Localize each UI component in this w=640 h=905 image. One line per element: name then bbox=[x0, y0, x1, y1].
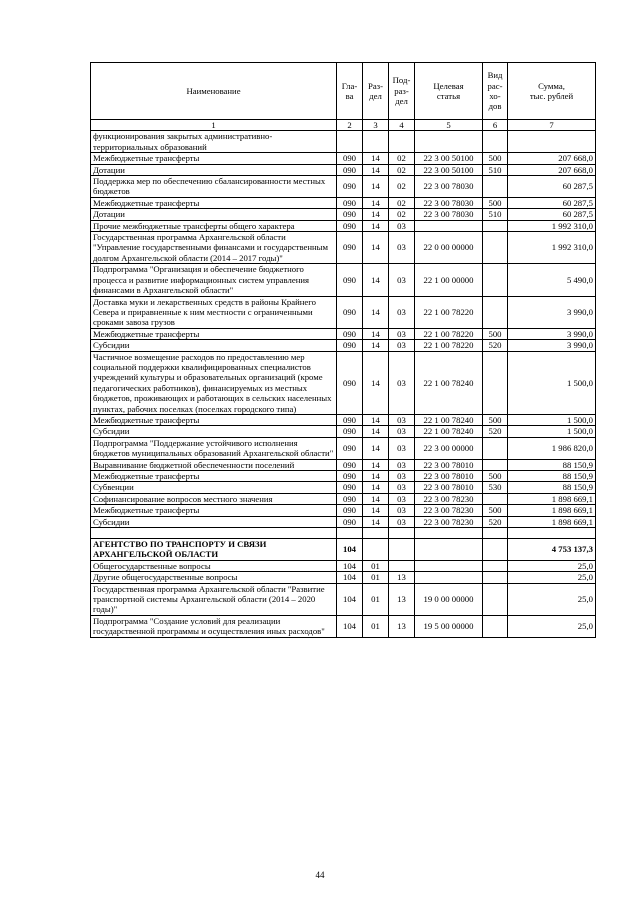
cell-name: Межбюджетные трансферты bbox=[91, 328, 337, 339]
cell-subsection: 13 bbox=[389, 572, 415, 583]
column-number: 1 bbox=[91, 120, 337, 131]
cell-subsection: 03 bbox=[389, 505, 415, 516]
cell-subsection: 03 bbox=[389, 516, 415, 527]
cell-chapter: 090 bbox=[337, 209, 363, 220]
cell-expense-type bbox=[483, 351, 508, 414]
cell-subsection bbox=[389, 528, 415, 539]
cell-subsection: 03 bbox=[389, 414, 415, 425]
cell-subsection: 02 bbox=[389, 176, 415, 198]
cell-subsection: 03 bbox=[389, 232, 415, 264]
cell-amount: 25,0 bbox=[508, 615, 596, 637]
cell-subsection bbox=[389, 560, 415, 571]
cell-chapter: 090 bbox=[337, 459, 363, 470]
cell-expense-type: 520 bbox=[483, 516, 508, 527]
column-number: 5 bbox=[415, 120, 483, 131]
cell-section bbox=[363, 539, 389, 561]
cell-target: 19 5 00 00000 bbox=[415, 615, 483, 637]
table-row bbox=[91, 482, 596, 493]
cell-name: Субсидии bbox=[91, 426, 337, 437]
cell-expense-type bbox=[483, 583, 508, 615]
cell-expense-type: 500 bbox=[483, 414, 508, 425]
cell-subsection: 03 bbox=[389, 426, 415, 437]
cell-chapter: 090 bbox=[337, 516, 363, 527]
cell-name bbox=[91, 528, 337, 539]
budget-table bbox=[90, 62, 596, 638]
cell-section: 14 bbox=[363, 482, 389, 493]
cell-section: 14 bbox=[363, 414, 389, 425]
cell-name: Поддержка мер по обеспечению сбалансированности местных бюджетов bbox=[91, 176, 337, 198]
cell-section: 14 bbox=[363, 197, 389, 208]
cell-name: Прочие межбюджетные трансферты общего характера bbox=[91, 220, 337, 231]
cell-amount: 88 150,9 bbox=[508, 459, 596, 470]
cell-target: 22 3 00 78030 bbox=[415, 197, 483, 208]
cell-amount: 207 668,0 bbox=[508, 153, 596, 164]
cell-section: 01 bbox=[363, 615, 389, 637]
cell-amount bbox=[508, 528, 596, 539]
cell-subsection: 03 bbox=[389, 471, 415, 482]
cell-name: Государственная программа Архангельской области "Управление государственными финансами и государственным долгом Архангельской области (2014 – 2017 годы)" bbox=[91, 232, 337, 264]
cell-name: функционирования закрытых административно-территориальных образований bbox=[91, 131, 337, 153]
table-row bbox=[91, 471, 596, 482]
cell-expense-type bbox=[483, 131, 508, 153]
cell-chapter: 090 bbox=[337, 197, 363, 208]
cell-expense-type bbox=[483, 572, 508, 583]
cell-amount: 60 287,5 bbox=[508, 197, 596, 208]
cell-chapter: 090 bbox=[337, 426, 363, 437]
cell-section: 14 bbox=[363, 351, 389, 414]
cell-amount: 1 898 669,1 bbox=[508, 505, 596, 516]
cell-expense-type bbox=[483, 232, 508, 264]
table-row bbox=[91, 426, 596, 437]
cell-target: 19 0 00 00000 bbox=[415, 583, 483, 615]
cell-subsection: 03 bbox=[389, 437, 415, 459]
table-row bbox=[91, 220, 596, 231]
page-number: 44 bbox=[315, 870, 325, 880]
cell-section: 14 bbox=[363, 426, 389, 437]
cell-name: Межбюджетные трансферты bbox=[91, 153, 337, 164]
header-amount: Сумма, тыс. рублей bbox=[508, 63, 596, 120]
table-row bbox=[91, 209, 596, 220]
cell-target: 22 1 00 78240 bbox=[415, 351, 483, 414]
cell-chapter: 090 bbox=[337, 328, 363, 339]
cell-target bbox=[415, 131, 483, 153]
table-row bbox=[91, 176, 596, 198]
cell-section: 14 bbox=[363, 505, 389, 516]
cell-chapter: 090 bbox=[337, 176, 363, 198]
table-row bbox=[91, 528, 596, 539]
cell-name: Другие общегосударственные вопросы bbox=[91, 572, 337, 583]
column-number: 4 bbox=[389, 120, 415, 131]
cell-section bbox=[363, 528, 389, 539]
cell-amount: 4 753 137,3 bbox=[508, 539, 596, 561]
cell-section: 14 bbox=[363, 264, 389, 296]
cell-amount: 60 287,5 bbox=[508, 176, 596, 198]
cell-name: Подпрограмма "Организация и обеспечение бюджетного процесса и развитие информационных систем управления финансами в Архангельской области" bbox=[91, 264, 337, 296]
table-row bbox=[91, 516, 596, 527]
cell-amount: 25,0 bbox=[508, 572, 596, 583]
cell-expense-type: 500 bbox=[483, 197, 508, 208]
cell-section: 14 bbox=[363, 340, 389, 351]
cell-target: 22 3 00 78230 bbox=[415, 493, 483, 504]
table-row bbox=[91, 560, 596, 571]
cell-section: 14 bbox=[363, 296, 389, 328]
table-row bbox=[91, 505, 596, 516]
cell-chapter: 090 bbox=[337, 153, 363, 164]
cell-section: 14 bbox=[363, 437, 389, 459]
cell-name: Межбюджетные трансферты bbox=[91, 197, 337, 208]
cell-amount: 3 990,0 bbox=[508, 340, 596, 351]
cell-amount: 1 986 820,0 bbox=[508, 437, 596, 459]
cell-name: Межбюджетные трансферты bbox=[91, 505, 337, 516]
table-row bbox=[91, 197, 596, 208]
column-number: 3 bbox=[363, 120, 389, 131]
cell-target: 22 3 00 50100 bbox=[415, 153, 483, 164]
cell-expense-type: 510 bbox=[483, 209, 508, 220]
cell-name: Общегосударственные вопросы bbox=[91, 560, 337, 571]
header-name: Наименование bbox=[91, 63, 337, 120]
cell-section: 14 bbox=[363, 153, 389, 164]
cell-chapter: 104 bbox=[337, 583, 363, 615]
table-row bbox=[91, 615, 596, 637]
cell-amount: 25,0 bbox=[508, 560, 596, 571]
cell-target: 22 1 00 00000 bbox=[415, 264, 483, 296]
table-header-row bbox=[91, 63, 596, 120]
table-row bbox=[91, 153, 596, 164]
table-row bbox=[91, 351, 596, 414]
table-body bbox=[91, 131, 596, 637]
cell-chapter: 090 bbox=[337, 264, 363, 296]
header-subsection: Под- раз- дел bbox=[389, 63, 415, 120]
cell-name: Частичное возмещение расходов по предоставлению мер социальной поддержки квалифицированных специалистов учреждений культуры и образовательных организаций (кроме педагогических работников), финансируемых из местных бюджетов, проживающих и работающих в сельских населенных пунктах, рабочих поселках (поселках городского типа) bbox=[91, 351, 337, 414]
cell-expense-type: 520 bbox=[483, 426, 508, 437]
cell-chapter: 090 bbox=[337, 340, 363, 351]
cell-chapter: 090 bbox=[337, 351, 363, 414]
table-row bbox=[91, 328, 596, 339]
cell-target: 22 3 00 78010 bbox=[415, 471, 483, 482]
cell-chapter: 090 bbox=[337, 505, 363, 516]
cell-target: 22 3 00 78010 bbox=[415, 459, 483, 470]
cell-amount: 60 287,5 bbox=[508, 209, 596, 220]
cell-chapter: 090 bbox=[337, 232, 363, 264]
table-row bbox=[91, 437, 596, 459]
cell-expense-type bbox=[483, 493, 508, 504]
cell-subsection bbox=[389, 131, 415, 153]
cell-chapter: 090 bbox=[337, 296, 363, 328]
cell-subsection: 03 bbox=[389, 340, 415, 351]
cell-expense-type: 530 bbox=[483, 482, 508, 493]
table-row bbox=[91, 572, 596, 583]
cell-chapter: 090 bbox=[337, 437, 363, 459]
cell-expense-type: 500 bbox=[483, 505, 508, 516]
cell-amount: 1 992 310,0 bbox=[508, 220, 596, 231]
cell-expense-type: 500 bbox=[483, 153, 508, 164]
table-row bbox=[91, 340, 596, 351]
cell-section: 14 bbox=[363, 493, 389, 504]
cell-chapter: 090 bbox=[337, 220, 363, 231]
cell-section: 01 bbox=[363, 560, 389, 571]
cell-name: Субвенции bbox=[91, 482, 337, 493]
cell-chapter: 104 bbox=[337, 615, 363, 637]
cell-target: 22 1 00 78220 bbox=[415, 328, 483, 339]
cell-subsection: 02 bbox=[389, 197, 415, 208]
cell-chapter: 090 bbox=[337, 482, 363, 493]
cell-name: Дотации bbox=[91, 209, 337, 220]
cell-expense-type: 500 bbox=[483, 328, 508, 339]
cell-amount: 3 990,0 bbox=[508, 328, 596, 339]
cell-chapter: 104 bbox=[337, 539, 363, 561]
cell-amount: 1 992 310,0 bbox=[508, 232, 596, 264]
cell-target: 22 3 00 78010 bbox=[415, 482, 483, 493]
cell-section bbox=[363, 131, 389, 153]
table-row bbox=[91, 164, 596, 175]
cell-amount: 1 500,0 bbox=[508, 414, 596, 425]
cell-subsection: 02 bbox=[389, 164, 415, 175]
cell-section: 14 bbox=[363, 328, 389, 339]
cell-name: Субсидии bbox=[91, 340, 337, 351]
cell-target bbox=[415, 539, 483, 561]
header-section: Раз- дел bbox=[363, 63, 389, 120]
cell-section: 14 bbox=[363, 164, 389, 175]
cell-amount: 207 668,0 bbox=[508, 164, 596, 175]
cell-chapter: 090 bbox=[337, 493, 363, 504]
cell-name: АГЕНТСТВО ПО ТРАНСПОРТУ И СВЯЗИ АРХАНГЕЛЬСКОЙ ОБЛАСТИ bbox=[91, 539, 337, 561]
cell-subsection: 03 bbox=[389, 328, 415, 339]
table-row bbox=[91, 583, 596, 615]
cell-chapter bbox=[337, 131, 363, 153]
table-row bbox=[91, 232, 596, 264]
cell-target: 22 1 00 78220 bbox=[415, 296, 483, 328]
cell-amount: 1 500,0 bbox=[508, 351, 596, 414]
cell-expense-type bbox=[483, 615, 508, 637]
cell-amount: 3 990,0 bbox=[508, 296, 596, 328]
table-row bbox=[91, 414, 596, 425]
table-row bbox=[91, 459, 596, 470]
cell-target: 22 3 00 78030 bbox=[415, 176, 483, 198]
cell-amount: 88 150,9 bbox=[508, 482, 596, 493]
cell-subsection: 03 bbox=[389, 493, 415, 504]
cell-name: Межбюджетные трансферты bbox=[91, 414, 337, 425]
cell-name: Подпрограмма "Создание условий для реализации государственной программы и осуществления иных расходов" bbox=[91, 615, 337, 637]
cell-target: 22 3 00 00000 bbox=[415, 437, 483, 459]
cell-target: 22 3 00 78230 bbox=[415, 505, 483, 516]
cell-expense-type bbox=[483, 296, 508, 328]
cell-amount: 1 898 669,1 bbox=[508, 493, 596, 504]
cell-amount: 25,0 bbox=[508, 583, 596, 615]
cell-name: Дотации bbox=[91, 164, 337, 175]
cell-name: Межбюджетные трансферты bbox=[91, 471, 337, 482]
cell-target bbox=[415, 220, 483, 231]
cell-target bbox=[415, 572, 483, 583]
cell-target: 22 3 00 50100 bbox=[415, 164, 483, 175]
cell-name: Доставка муки и лекарственных средств в районы Крайнего Севера и приравненные к ним местности с ограниченными сроками завоза грузов bbox=[91, 296, 337, 328]
cell-name: Субсидии bbox=[91, 516, 337, 527]
table-row bbox=[91, 131, 596, 153]
cell-expense-type: 510 bbox=[483, 164, 508, 175]
cell-subsection: 03 bbox=[389, 351, 415, 414]
cell-subsection: 03 bbox=[389, 482, 415, 493]
cell-target: 22 3 00 78230 bbox=[415, 516, 483, 527]
cell-section: 14 bbox=[363, 220, 389, 231]
cell-expense-type bbox=[483, 264, 508, 296]
cell-subsection: 03 bbox=[389, 220, 415, 231]
cell-section: 01 bbox=[363, 572, 389, 583]
cell-section: 14 bbox=[363, 471, 389, 482]
cell-target: 22 1 00 78220 bbox=[415, 340, 483, 351]
column-number: 7 bbox=[508, 120, 596, 131]
cell-subsection: 13 bbox=[389, 583, 415, 615]
cell-amount: 1 898 669,1 bbox=[508, 516, 596, 527]
cell-expense-type bbox=[483, 176, 508, 198]
table-row bbox=[91, 296, 596, 328]
cell-target: 22 1 00 78240 bbox=[415, 414, 483, 425]
cell-subsection: 02 bbox=[389, 153, 415, 164]
cell-section: 14 bbox=[363, 459, 389, 470]
cell-name: Выравнивание бюджетной обеспеченности поселений bbox=[91, 459, 337, 470]
cell-chapter: 090 bbox=[337, 471, 363, 482]
cell-subsection: 03 bbox=[389, 459, 415, 470]
cell-name: Софинансирование вопросов местного значения bbox=[91, 493, 337, 504]
cell-expense-type bbox=[483, 459, 508, 470]
cell-amount: 5 490,0 bbox=[508, 264, 596, 296]
cell-expense-type bbox=[483, 528, 508, 539]
cell-chapter: 104 bbox=[337, 572, 363, 583]
cell-expense-type: 500 bbox=[483, 471, 508, 482]
cell-target bbox=[415, 560, 483, 571]
cell-target: 22 0 00 00000 bbox=[415, 232, 483, 264]
cell-name: Государственная программа Архангельской области "Развитие транспортной системы Архангельской области (2014 – 2020 годы)" bbox=[91, 583, 337, 615]
cell-chapter: 090 bbox=[337, 414, 363, 425]
cell-section: 01 bbox=[363, 583, 389, 615]
cell-expense-type bbox=[483, 560, 508, 571]
table-row bbox=[91, 493, 596, 504]
cell-expense-type bbox=[483, 539, 508, 561]
cell-chapter: 090 bbox=[337, 164, 363, 175]
cell-section: 14 bbox=[363, 209, 389, 220]
cell-amount: 1 500,0 bbox=[508, 426, 596, 437]
cell-subsection: 13 bbox=[389, 615, 415, 637]
cell-chapter: 104 bbox=[337, 560, 363, 571]
header-target: Целевая статья bbox=[415, 63, 483, 120]
cell-section: 14 bbox=[363, 232, 389, 264]
cell-expense-type bbox=[483, 437, 508, 459]
column-numbers-row bbox=[91, 120, 596, 131]
cell-amount bbox=[508, 131, 596, 153]
cell-section: 14 bbox=[363, 516, 389, 527]
table-row bbox=[91, 539, 596, 561]
cell-amount: 88 150,9 bbox=[508, 471, 596, 482]
cell-subsection: 03 bbox=[389, 264, 415, 296]
cell-subsection: 03 bbox=[389, 296, 415, 328]
cell-subsection bbox=[389, 539, 415, 561]
column-number: 2 bbox=[337, 120, 363, 131]
cell-target: 22 3 00 78030 bbox=[415, 209, 483, 220]
cell-target: 22 1 00 78240 bbox=[415, 426, 483, 437]
cell-expense-type: 520 bbox=[483, 340, 508, 351]
cell-subsection: 02 bbox=[389, 209, 415, 220]
header-chapter: Гла- ва bbox=[337, 63, 363, 120]
cell-target bbox=[415, 528, 483, 539]
cell-section: 14 bbox=[363, 176, 389, 198]
table-row bbox=[91, 264, 596, 296]
header-expense-type: Вид рас- хо- дов bbox=[483, 63, 508, 120]
column-number: 6 bbox=[483, 120, 508, 131]
cell-expense-type bbox=[483, 220, 508, 231]
cell-chapter bbox=[337, 528, 363, 539]
cell-name: Подпрограмма "Поддержание устойчивого исполнения бюджетов муниципальных образований Архангельской области" bbox=[91, 437, 337, 459]
